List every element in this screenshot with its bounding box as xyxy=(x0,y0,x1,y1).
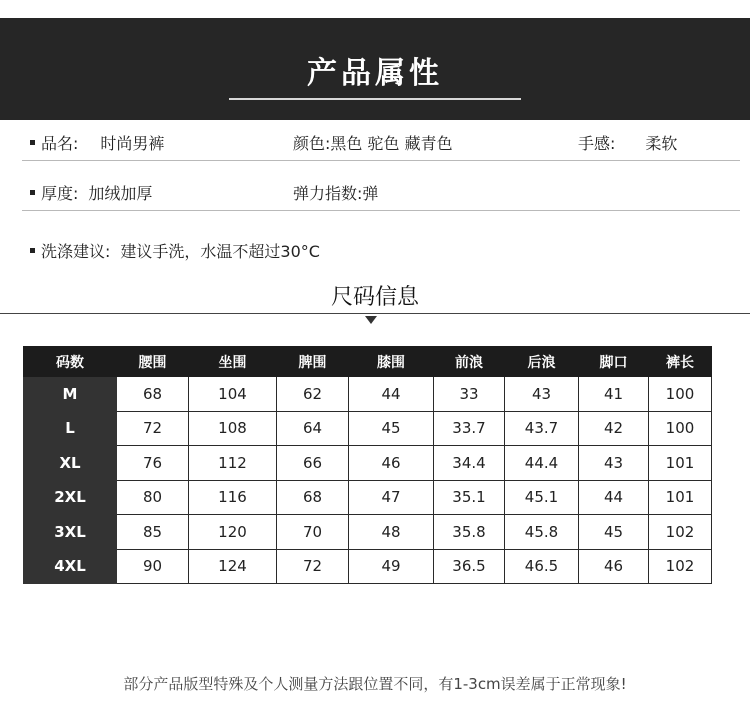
table-cell: 43 xyxy=(505,377,579,412)
attribute-row-2 xyxy=(22,171,740,211)
table-cell: 64 xyxy=(277,411,349,446)
header-cell: 脚口 xyxy=(579,347,649,377)
wash-advice-label: 洗涤建议: xyxy=(41,242,111,261)
attribute-elasticity xyxy=(293,181,378,204)
table-row xyxy=(24,480,712,515)
table-cell: 90 xyxy=(117,549,189,584)
header-cell: 后浪 xyxy=(505,347,579,377)
table-cell: 45 xyxy=(349,411,434,446)
table-cell: 36.5 xyxy=(434,549,505,584)
table-cell: 35.1 xyxy=(434,480,505,515)
attribute-feel xyxy=(578,131,677,154)
table-cell: 41 xyxy=(579,377,649,412)
header-cell: 膝围 xyxy=(349,347,434,377)
attribute-thickness-label: 厚度: xyxy=(41,184,79,203)
table-cell: 45.8 xyxy=(505,515,579,550)
table-row xyxy=(24,446,712,481)
attribute-name-value: 时尚男裤 xyxy=(100,134,165,153)
attribute-color-label: 颜色: xyxy=(293,134,331,153)
attribute-row-1 xyxy=(22,121,740,161)
table-cell: 45 xyxy=(579,515,649,550)
table-row xyxy=(24,411,712,446)
table-cell: 101 xyxy=(649,446,712,481)
header-cell: 坐围 xyxy=(189,347,277,377)
table-cell: 72 xyxy=(277,549,349,584)
table-cell: 108 xyxy=(189,411,277,446)
attribute-name-label: 品名: xyxy=(41,134,79,153)
footer-note: 部分产品版型特殊及个人测量方法跟位置不同，有1-3cm误差属于正常现象! xyxy=(123,675,627,693)
table-cell: 120 xyxy=(189,515,277,550)
bullet-icon xyxy=(30,248,35,253)
table-row xyxy=(24,549,712,584)
header-banner xyxy=(0,18,750,120)
table-cell: 72 xyxy=(117,411,189,446)
table-cell: 104 xyxy=(189,377,277,412)
table-cell: 35.8 xyxy=(434,515,505,550)
table-cell: 46 xyxy=(349,446,434,481)
table-cell: 49 xyxy=(349,549,434,584)
size-cell: XL xyxy=(24,446,117,481)
table-cell: 68 xyxy=(117,377,189,412)
size-table xyxy=(23,346,712,584)
size-cell: L xyxy=(24,411,117,446)
bullet-icon xyxy=(30,140,35,145)
table-cell: 44 xyxy=(349,377,434,412)
size-cell: 4XL xyxy=(24,549,117,584)
table-cell: 43.7 xyxy=(505,411,579,446)
attribute-thickness-value: 加绒加厚 xyxy=(88,184,153,203)
header-cell: 腰围 xyxy=(117,347,189,377)
attribute-color xyxy=(293,131,453,154)
table-cell: 76 xyxy=(117,446,189,481)
wash-advice xyxy=(30,239,320,262)
attribute-elasticity-label: 弹力指数: xyxy=(293,184,363,203)
table-row xyxy=(24,377,712,412)
size-cell: 2XL xyxy=(24,480,117,515)
table-cell: 116 xyxy=(189,480,277,515)
header-divider xyxy=(229,98,521,100)
table-cell: 46 xyxy=(579,549,649,584)
table-cell: 44 xyxy=(579,480,649,515)
attribute-feel-value: 柔软 xyxy=(645,134,678,153)
attribute-name xyxy=(30,131,164,154)
table-cell: 85 xyxy=(117,515,189,550)
table-cell: 101 xyxy=(649,480,712,515)
table-cell: 33.7 xyxy=(434,411,505,446)
header-cell: 码数 xyxy=(24,347,117,377)
header-cell: 裤长 xyxy=(649,347,712,377)
size-cell: 3XL xyxy=(24,515,117,550)
table-cell: 62 xyxy=(277,377,349,412)
table-cell: 66 xyxy=(277,446,349,481)
size-table-header xyxy=(24,347,712,377)
table-cell: 70 xyxy=(277,515,349,550)
table-cell: 80 xyxy=(117,480,189,515)
header-title: 产品属性 xyxy=(307,56,443,91)
header-cell: 前浪 xyxy=(434,347,505,377)
table-cell: 100 xyxy=(649,377,712,412)
table-cell: 102 xyxy=(649,549,712,584)
bullet-icon xyxy=(30,190,35,195)
table-cell: 48 xyxy=(349,515,434,550)
attribute-color-value: 黑色 驼色 藏青色 xyxy=(330,134,453,153)
table-cell: 33 xyxy=(434,377,505,412)
table-cell: 46.5 xyxy=(505,549,579,584)
header-cell: 脾围 xyxy=(277,347,349,377)
size-cell: M xyxy=(24,377,117,412)
table-cell: 112 xyxy=(189,446,277,481)
table-cell: 45.1 xyxy=(505,480,579,515)
size-section-divider xyxy=(0,313,750,314)
table-cell: 43 xyxy=(579,446,649,481)
wash-advice-value: 建议手洗，水温不超过30°C xyxy=(120,242,320,261)
table-cell: 100 xyxy=(649,411,712,446)
attribute-elasticity-value: 弹 xyxy=(362,184,379,203)
table-cell: 124 xyxy=(189,549,277,584)
size-section-title: 尺码信息 xyxy=(330,285,419,310)
table-cell: 44.4 xyxy=(505,446,579,481)
attribute-thickness xyxy=(30,181,152,204)
attribute-feel-label: 手感: xyxy=(578,134,616,153)
caret-down-icon xyxy=(365,316,377,324)
table-cell: 42 xyxy=(579,411,649,446)
table-cell: 102 xyxy=(649,515,712,550)
table-cell: 34.4 xyxy=(434,446,505,481)
table-cell: 68 xyxy=(277,480,349,515)
table-cell: 47 xyxy=(349,480,434,515)
table-row xyxy=(24,515,712,550)
